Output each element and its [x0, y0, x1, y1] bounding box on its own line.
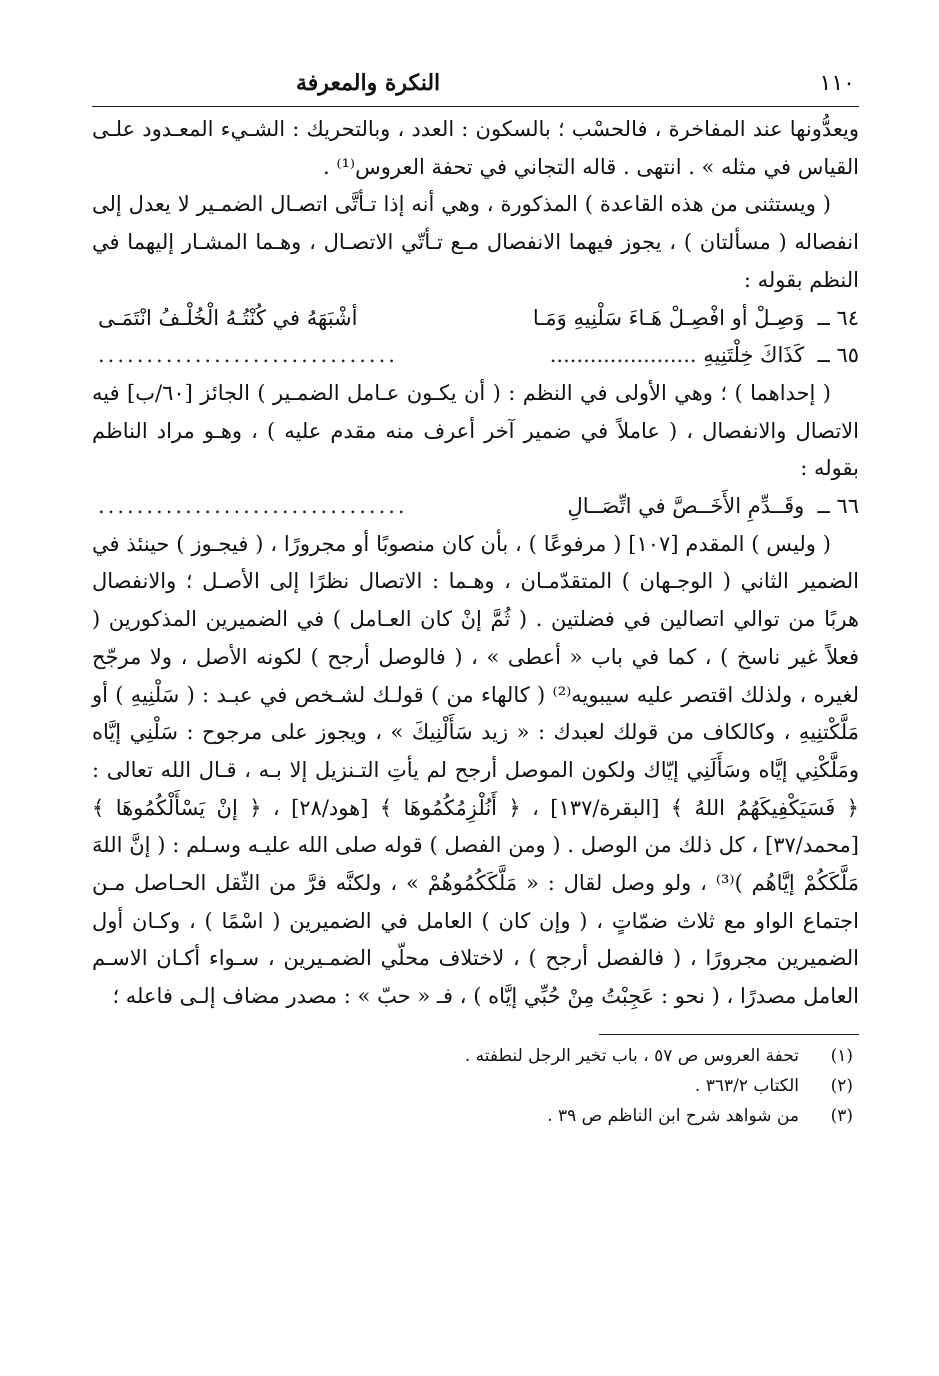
page-title: النكرة والمعرفة — [296, 70, 441, 96]
paragraph-2: ( ويستثنى من هذه القاعدة ) المذكورة ، وهي أنه إذا تـأتَّى اتصـال الضمـير لا يعدل إلى انفصاله ( مسألتان ) ، يجوز فيهما الانفصال مـع تـأتّي الاتصـال ، وهـما المشـار إليهما في النظم بقوله : — [92, 192, 859, 292]
page-header — [92, 70, 859, 107]
verse-65 — [92, 337, 859, 375]
paragraph-4: ( وليس ) المقدم [١٠٧] ( مرفوعًا ) ، بأن كان منصوبًا أو مجرورًا ، ( فيجـوز ) حينئذ في الضمير الثاني ( الوجـهان ) المتقدّمـان ، وهـما : الاتصال نظرًا إلى الأصـل ؛ والانفصال هربًا من توالي اتصالين في فضلتين . ( ثُمَّ إنْ كان العـامل ) في الضميرين المذكورين ( فعلاً غير ناسخ ) ، كما في باب « أعطى » ، ( فالوصل أرجح ) لكونه الأصل ، ولا مرجّح لغيره ، ولذلك اقتصر عليه سيبويه⁽²⁾ ( كالهاء من ) قولـك لشـخص في عبـد : ( سَلْنِيهِ ) أو مَلَّكْتنِيهِ ، وكالكاف من قولك لعبدك : « زيد سَأَلْنِيكَ » ، ويجوز على مرجوح : سَلْنِي إيَّاه ومَلَّكْنِي إيَّاه وسَأَلَنِي إيّاك ولكون الموصل أرجح لم يأتِ التـنزيل إلا بـه ، قـال الله تعالى : ﴿ فَسَيَكْفِيكَهُمُ اللهُ ﴾ [البقرة/١٣٧] ، ﴿ أَنُلْزِمُكُمُوهَا ﴾ [هود/٢٨] ، ﴿ إنْ يَسْأَلْكُمُوهَا ﴾ [محمد/٣٧] ، كل ذلك من الوصل . ( ومن الفصل ) قوله صلى الله عليـه وسـلم : ( إنَّ اللهَ مَلَّكَكُمْ إيَّاهُم )⁽³⁾ ، ولو وصل لقال : « مَلَّكَكُمُوهُمْ » ، ولكنَّه فرَّ من الثّقل الحـاصل مـن اجتماع الواو مع ثلاث ضمّاتٍ ، ( وإن كان ) العامل في الضميرين ( اسْمًا ) ، وكـان أول الضميرين مجرورًا ، ( فالفصل أرجح ) ، لاختلاف محلّي الضمـيرين ، سـواء أكـان الاسـم العامل مصدرًا ، ( نحو : عَجِبْتُ مِنْ حُبِّي إيَّاه ) ، فـ « حبّ » : مصدر مضاف إلـى فاعله ؛ — [92, 531, 860, 1009]
verse-hemistich-1: كَذَاكَ خِلْتَنِيهِ — [703, 343, 805, 368]
footnotes — [92, 1041, 859, 1131]
verse-number: ٦٥ ــ — [817, 343, 859, 368]
verse-hemistich-2: أشْبَهَهُ في كُنْتُـهُ الْخُلْـفُ انْتَمَـى — [98, 305, 358, 330]
paragraph-1: ويعدُّونها عند المفاخرة ، فالحسْب ؛ بالسكون : العدد ، وبالتحريك : الشـيء المعـدود علـى القياس في مثله » . انتهى . قاله التجاني في تحفة العروس⁽¹⁾ . — [92, 117, 859, 179]
footnote-1: (١) تحفة العروس ص ٥٧ ، باب تخير الرجل لنطفته . — [464, 1045, 853, 1066]
verse-number: ٦٤ ــ — [817, 305, 859, 330]
verse-dots: ...................... — [549, 343, 697, 368]
verse-hemistich-1: وَصِـلْ أو افْصِـلْ هَـاءَ سَلْنِيهِ وَمَـا — [532, 305, 805, 330]
footnote-3: (٣) من شواهد شرح ابن الناظم ص ٣٩ . — [547, 1105, 853, 1126]
verse-number: ٦٦ ــ — [817, 494, 859, 519]
footnote-2: (٢) الكتاب ٣٦٣/٢ . — [694, 1075, 853, 1096]
verse-dots: ............................... — [98, 343, 398, 368]
paragraph-3: ( إحداهما ) ؛ وهي الأولى في النظم : ( أن يكـون عـامل الضمـير ) الجائز [٦٠/ب] فيه الاتصال والانفصال ، ( عاملاً في ضمير آخر أعرف منه مقدم عليه ) ، وهـو مراد الناظم بقوله : — [92, 380, 859, 481]
verse-dots: ................................ — [98, 494, 408, 519]
page-number: ١١٠ — [819, 71, 855, 96]
verse-66 — [92, 488, 859, 526]
verse-hemistich-1: وقَــدِّمِ الأَخَــصَّ في اتِّصَــالِ — [567, 494, 805, 519]
page-body — [92, 111, 859, 1131]
footnote-separator — [599, 1034, 859, 1035]
verse-64 — [92, 300, 859, 338]
book-page — [92, 70, 859, 1336]
